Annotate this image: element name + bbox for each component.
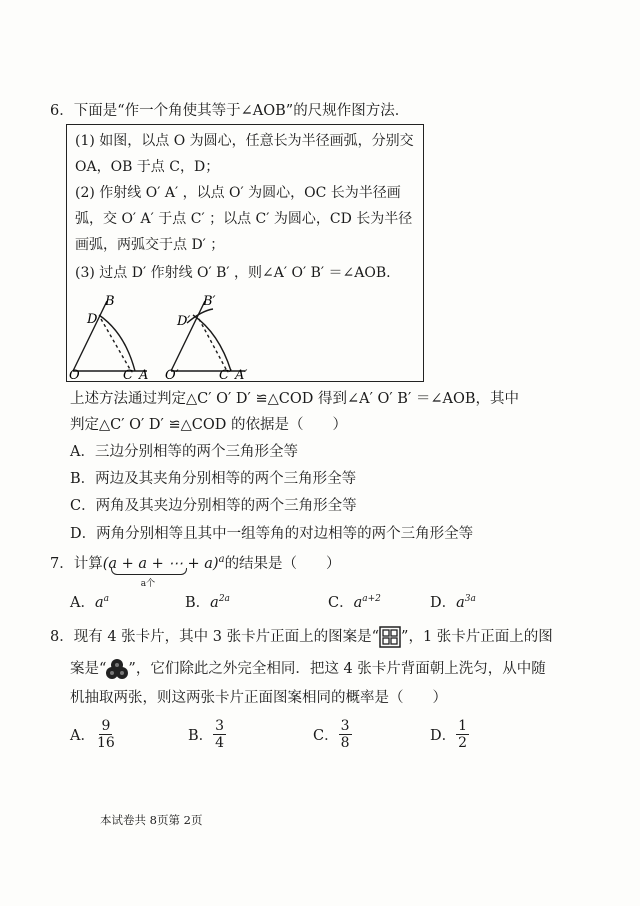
label-c-prime: C′ [219, 368, 232, 381]
label-o-prime: O′ [165, 368, 179, 381]
q6-step-line: (2) 作射线 O′ A′ ，以点 O′ 为圆心，OC 长为半径画 [75, 185, 401, 201]
label-d: D [87, 312, 98, 327]
q6-option-b[interactable]: B．两边及其夹角分别相等的两个三角形全等 [70, 471, 357, 487]
q7-suffix: 的结果是（ ） [224, 555, 341, 572]
q6-option-d[interactable]: D．两角分别相等且其中一组等角的对边相等的两个三角形全等 [70, 526, 474, 542]
arc-cd [99, 315, 135, 371]
q7-option-b[interactable]: B．$a^{2a}$ [185, 594, 230, 611]
figure-original-angle [73, 301, 147, 371]
q8-line-3: 机抽取两张，则这两张卡片正面图案相同的概率是（ ） [70, 690, 447, 706]
q8-option-d[interactable]: D． $\frac{1}{2}$ [430, 718, 468, 751]
q7-option-c[interactable]: C．$a^{a+2}$ [328, 594, 381, 611]
label-a: A [139, 368, 149, 381]
fraction: $\frac{1}{2}$ [458, 718, 468, 751]
segment-c-prime-d-prime [199, 319, 227, 371]
fraction: $\frac{3}{4}$ [215, 718, 225, 751]
page-footer: 本试卷共 8页第 2页 [100, 813, 203, 827]
q6-option-c[interactable]: C．两角及其夹边分别相等的两个三角形全等 [70, 498, 357, 514]
label-c: C [123, 368, 133, 381]
q7-option-a[interactable]: A．$a^a$ [70, 594, 110, 611]
q8-text: 案是“ [70, 661, 107, 677]
q6-step-line: 画弧，两弧交于点 D′ ； [75, 237, 225, 253]
q8-line-1 [50, 626, 553, 648]
q8-text: 8．现有 4 张卡片，其中 3 张卡片正面上的图案是“ [50, 629, 380, 645]
q6-construction-figure [67, 293, 423, 381]
figure-constructed-angle [171, 301, 245, 371]
q8-text: ”，1 张卡片正面上的图 [401, 629, 553, 645]
q6-step-line: (1) 如图，以点 O 为圆心，任意长为半径画弧，分别交 [75, 133, 414, 149]
label-b: B [105, 294, 115, 309]
label-b-prime: B′ [203, 294, 216, 309]
q8-option-a[interactable]: A． $\frac{9}{16}$ [70, 718, 115, 751]
q6-step-line: OA，OB 于点 C，D； [75, 159, 220, 175]
q6-step-line: (3) 过点 D′ 作射线 O′ B′ ，则∠A′ O′ B′ ＝∠AOB. [75, 265, 391, 281]
ray-o-prime-b-prime [171, 301, 205, 371]
arc-c-prime-d-prime [193, 315, 231, 371]
fraction: $\frac{3}{8}$ [340, 718, 350, 751]
q6-option-a[interactable]: A．三边分别相等的两个三角形全等 [70, 444, 298, 460]
label-d-prime: D′ [177, 314, 191, 329]
label-o: O [69, 368, 80, 381]
q6-stem-line: 上述方法通过判定△C′ O′ D′ ≌△COD 得到∠A′ O′ B′ ＝∠AOB，其中 [70, 391, 520, 407]
q8-option-c[interactable]: C． $\frac{3}{8}$ [313, 718, 350, 751]
four-squares-card-icon [379, 626, 401, 648]
q6-method-box [66, 124, 424, 382]
q7-brace-label: a个 [140, 579, 156, 589]
fraction: $\frac{9}{16}$ [96, 718, 115, 751]
q7-expression [102, 550, 225, 589]
q6-step-line: 弧，交 O′ A′ 于点 C′ ；以点 C′ 为圆心，CD 长为半径 [75, 211, 413, 227]
q7-prefix: 7．计算 [50, 555, 103, 572]
q7-option-d[interactable]: D．$a^{3a}$ [430, 594, 476, 611]
q7-sum: (a + a + ⋯ + a) [102, 555, 219, 572]
q8-text: ”，它们除此之外完全相同．把这 4 张卡片背面朝上洗匀，从中随 [128, 661, 546, 677]
q8-option-b[interactable]: B． $\frac{3}{4}$ [188, 718, 225, 751]
q6-stem-line: 判定△C′ O′ D′ ≌△COD 的依据是（ ） [70, 417, 347, 433]
segment-cd [101, 319, 131, 371]
three-circles-card-icon [106, 658, 128, 680]
q8-line-2 [70, 658, 546, 680]
label-a-prime: A′ [235, 368, 248, 381]
q7-question [50, 550, 341, 589]
q6-title: 6．下面是“作一个角使其等于∠AOB”的尺规作图方法． [50, 103, 410, 119]
q7-power: a [218, 554, 225, 565]
